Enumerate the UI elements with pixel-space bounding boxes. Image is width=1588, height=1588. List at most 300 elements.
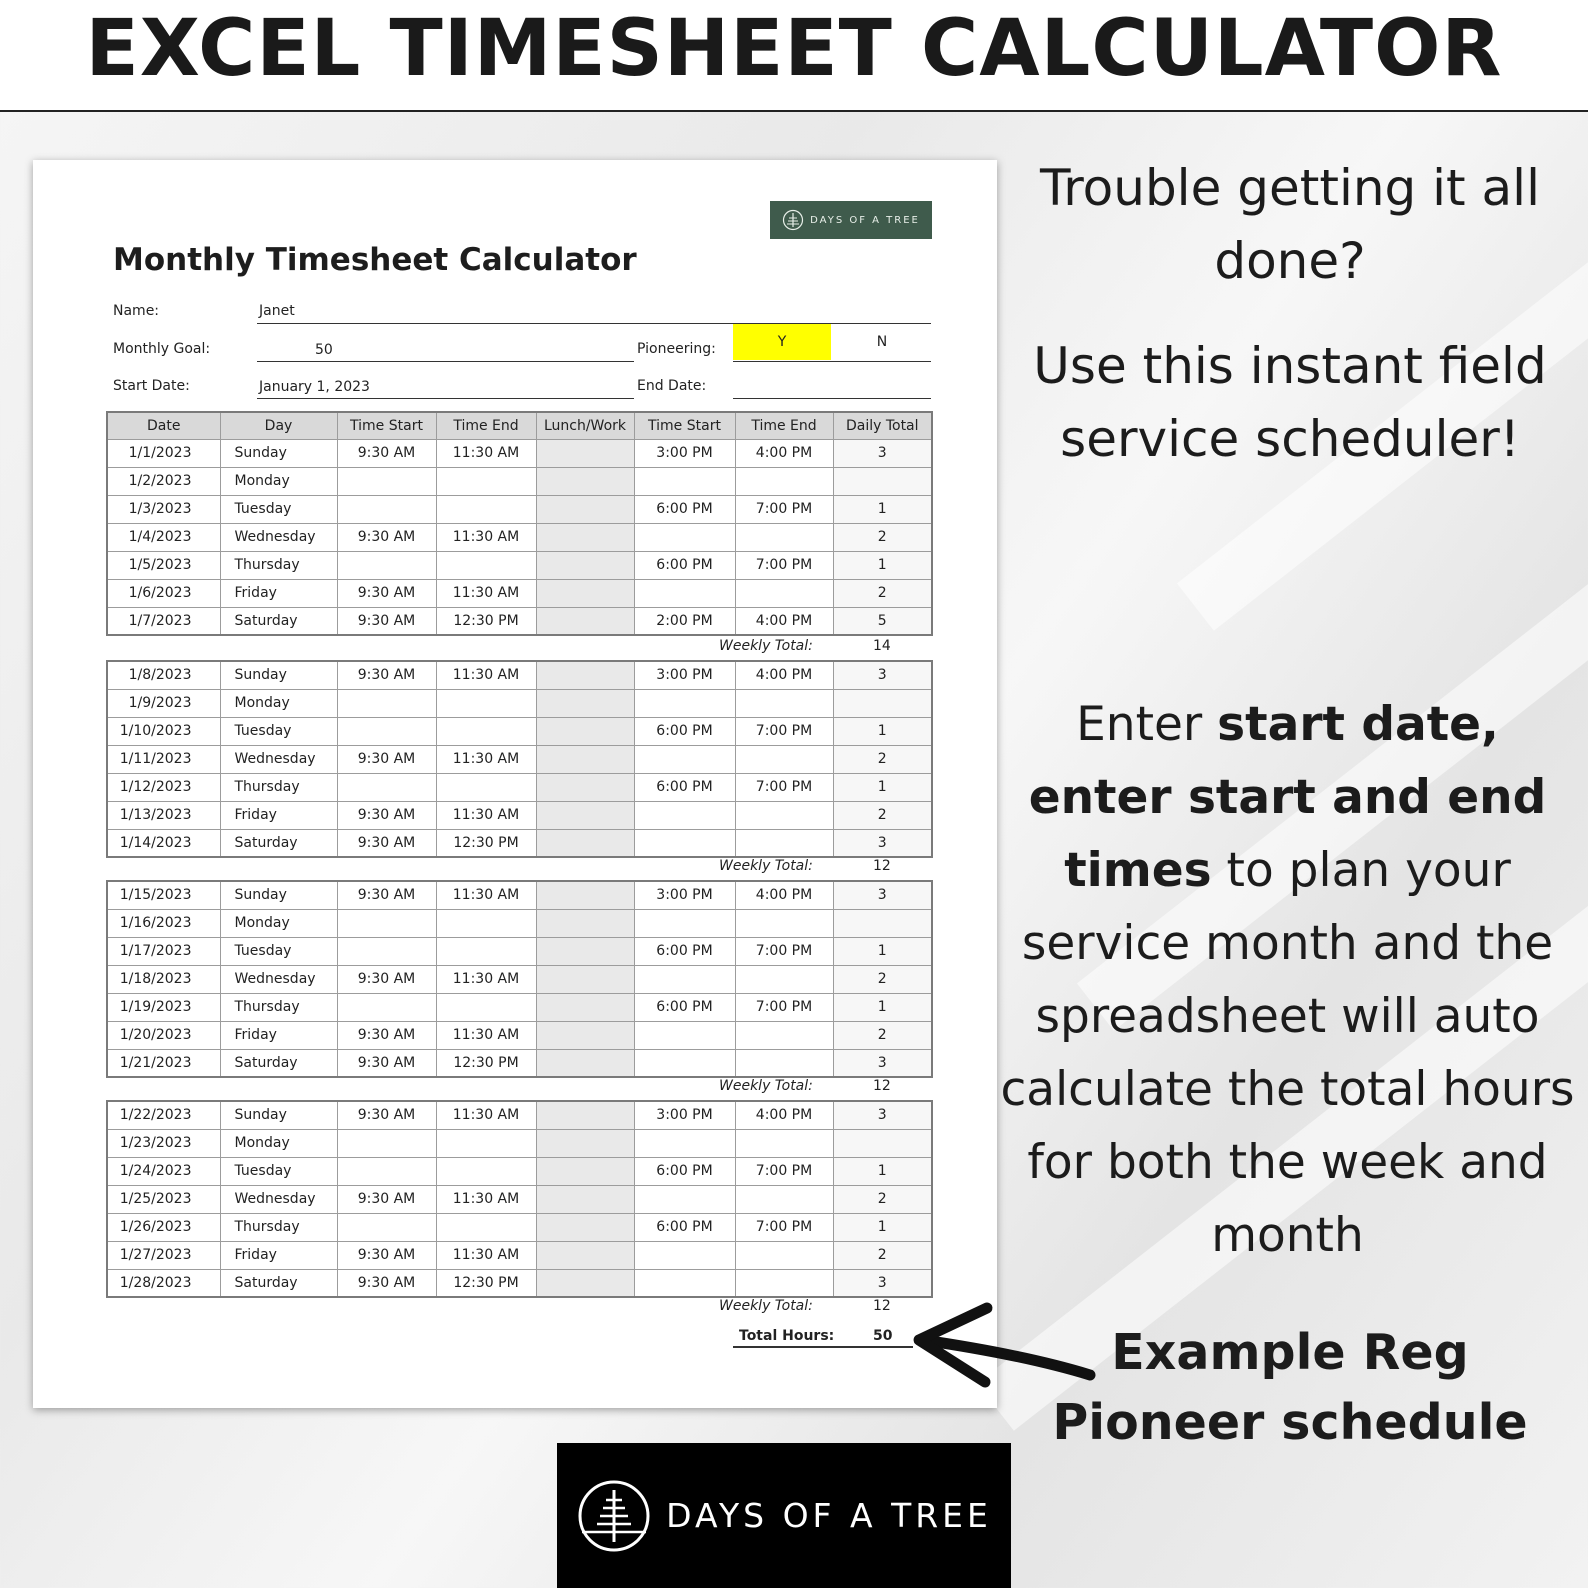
- time-start-cell[interactable]: [337, 551, 436, 579]
- time-end-cell[interactable]: [436, 773, 536, 801]
- time-start-cell[interactable]: [337, 467, 436, 495]
- time-start-2-cell[interactable]: 6:00 PM: [634, 495, 735, 523]
- weekly-total-value: 14: [873, 638, 891, 654]
- logo-badge: [770, 201, 932, 239]
- day-cell: Thursday: [220, 1213, 337, 1241]
- table-row: [107, 993, 932, 1021]
- time-end-2-cell[interactable]: [735, 745, 833, 773]
- time-start-cell[interactable]: [337, 1157, 436, 1185]
- time-start-2-cell[interactable]: [634, 1049, 735, 1077]
- time-end-2-cell[interactable]: [735, 523, 833, 551]
- time-start-2-cell[interactable]: 2:00 PM: [634, 607, 735, 635]
- date-cell: 1/5/2023: [107, 551, 220, 579]
- brand-bar: [557, 1443, 1011, 1588]
- weekly-total-label: Weekly Total:: [719, 1078, 813, 1094]
- time-end-cell[interactable]: [436, 993, 536, 1021]
- lunch-work-cell[interactable]: [536, 1101, 634, 1129]
- time-end-2-cell[interactable]: 4:00 PM: [735, 881, 833, 909]
- lunch-work-cell[interactable]: [536, 881, 634, 909]
- start-date-underline: [257, 398, 634, 399]
- date-cell: 1/28/2023: [107, 1269, 220, 1297]
- page-title: EXCEL TIMESHEET CALCULATOR: [85, 4, 1503, 94]
- time-start-2-cell[interactable]: [634, 1269, 735, 1297]
- day-cell: Sunday: [220, 661, 337, 689]
- table-row: [107, 607, 932, 635]
- day-cell: Wednesday: [220, 745, 337, 773]
- lunch-work-cell[interactable]: [536, 745, 634, 773]
- table-row: [107, 1049, 932, 1077]
- time-start-cell[interactable]: [337, 689, 436, 717]
- time-start-cell[interactable]: [337, 1213, 436, 1241]
- lunch-work-cell[interactable]: [536, 661, 634, 689]
- daily-total-cell: [833, 689, 932, 717]
- week-table: [106, 1100, 933, 1298]
- lunch-work-cell[interactable]: [536, 1021, 634, 1049]
- day-cell: Sunday: [220, 1101, 337, 1129]
- time-start-2-cell[interactable]: 6:00 PM: [634, 551, 735, 579]
- day-cell: Wednesday: [220, 523, 337, 551]
- time-start-2-cell[interactable]: 6:00 PM: [634, 1157, 735, 1185]
- header-band: [0, 0, 1588, 112]
- header-cell: Day: [220, 412, 337, 439]
- time-start-cell[interactable]: [337, 495, 436, 523]
- date-cell: 1/21/2023: [107, 1049, 220, 1077]
- time-end-cell[interactable]: 12:30 PM: [436, 1269, 536, 1297]
- day-cell: Monday: [220, 467, 337, 495]
- lunch-work-cell[interactable]: [536, 1269, 634, 1297]
- daily-total-cell: 3: [833, 1269, 932, 1297]
- time-start-2-cell[interactable]: 6:00 PM: [634, 993, 735, 1021]
- time-end-cell[interactable]: [436, 1157, 536, 1185]
- time-end-cell[interactable]: 11:30 AM: [436, 1241, 536, 1269]
- time-start-cell[interactable]: 9:30 AM: [337, 439, 436, 467]
- header-row: [107, 412, 932, 439]
- time-end-cell[interactable]: 11:30 AM: [436, 661, 536, 689]
- lunch-work-cell[interactable]: [536, 1213, 634, 1241]
- daily-total-cell: 2: [833, 965, 932, 993]
- day-cell: Monday: [220, 1129, 337, 1157]
- daily-total-cell: 2: [833, 801, 932, 829]
- start-date-value[interactable]: January 1, 2023: [259, 379, 370, 395]
- time-end-cell[interactable]: 11:30 AM: [436, 965, 536, 993]
- daily-total-cell: 2: [833, 523, 932, 551]
- time-start-cell[interactable]: 9:30 AM: [337, 1269, 436, 1297]
- time-start-cell[interactable]: 9:30 AM: [337, 801, 436, 829]
- time-end-cell[interactable]: 12:30 PM: [436, 829, 536, 857]
- time-start-cell[interactable]: 9:30 AM: [337, 523, 436, 551]
- time-end-cell[interactable]: [436, 717, 536, 745]
- week-table: [106, 880, 933, 1078]
- date-cell: 1/23/2023: [107, 1129, 220, 1157]
- weekly-total-value: 12: [873, 858, 891, 874]
- table-row: [107, 439, 932, 467]
- table-row: [107, 579, 932, 607]
- time-start-2-cell[interactable]: 6:00 PM: [634, 937, 735, 965]
- date-cell: 1/1/2023: [107, 439, 220, 467]
- time-start-2-cell[interactable]: [634, 1021, 735, 1049]
- header-cell: Time Start: [337, 412, 436, 439]
- time-end-cell[interactable]: [436, 689, 536, 717]
- date-cell: 1/27/2023: [107, 1241, 220, 1269]
- time-end-cell[interactable]: 11:30 AM: [436, 523, 536, 551]
- date-cell: 1/25/2023: [107, 1185, 220, 1213]
- daily-total-cell: 3: [833, 439, 932, 467]
- weekly-total-label: Weekly Total:: [719, 638, 813, 654]
- time-start-cell[interactable]: 9:30 AM: [337, 829, 436, 857]
- date-cell: 1/9/2023: [107, 689, 220, 717]
- sheet-title: Monthly Timesheet Calculator: [113, 242, 637, 278]
- daily-total-cell: 3: [833, 1101, 932, 1129]
- date-cell: 1/2/2023: [107, 467, 220, 495]
- lunch-work-cell[interactable]: [536, 607, 634, 635]
- lunch-work-cell[interactable]: [536, 965, 634, 993]
- time-start-2-cell[interactable]: 3:00 PM: [634, 439, 735, 467]
- header-cell: Time Start: [634, 412, 735, 439]
- lunch-work-cell[interactable]: [536, 1157, 634, 1185]
- lunch-work-cell[interactable]: [536, 467, 634, 495]
- total-hours-row: [733, 1328, 913, 1348]
- table-row: [107, 661, 932, 689]
- time-start-cell[interactable]: 9:30 AM: [337, 661, 436, 689]
- time-start-2-cell[interactable]: [634, 1185, 735, 1213]
- time-end-2-cell[interactable]: 4:00 PM: [735, 439, 833, 467]
- time-start-2-cell[interactable]: 3:00 PM: [634, 1101, 735, 1129]
- time-start-cell[interactable]: [337, 717, 436, 745]
- header-cell: Lunch/Work: [536, 412, 634, 439]
- table-row: [107, 1101, 932, 1129]
- header-cell: Daily Total: [833, 412, 932, 439]
- time-end-cell[interactable]: [436, 551, 536, 579]
- day-cell: Friday: [220, 579, 337, 607]
- daily-total-cell: 1: [833, 993, 932, 1021]
- table-row: [107, 937, 932, 965]
- time-start-cell[interactable]: [337, 993, 436, 1021]
- day-cell: Thursday: [220, 773, 337, 801]
- time-end-2-cell[interactable]: 7:00 PM: [735, 551, 833, 579]
- headline-trouble: Trouble getting it all done?: [1040, 159, 1540, 290]
- time-end-cell[interactable]: [436, 1213, 536, 1241]
- day-cell: Thursday: [220, 551, 337, 579]
- time-end-2-cell[interactable]: [735, 689, 833, 717]
- time-end-2-cell[interactable]: 7:00 PM: [735, 1157, 833, 1185]
- time-start-2-cell[interactable]: 6:00 PM: [634, 773, 735, 801]
- time-end-cell[interactable]: [436, 1129, 536, 1157]
- time-end-cell[interactable]: 11:30 AM: [436, 439, 536, 467]
- lunch-work-cell[interactable]: [536, 1129, 634, 1157]
- time-start-2-cell[interactable]: 3:00 PM: [634, 881, 735, 909]
- day-cell: Friday: [220, 801, 337, 829]
- tree-logo-icon: [782, 209, 804, 231]
- day-cell: Monday: [220, 689, 337, 717]
- table-row: [107, 467, 932, 495]
- example-caption: Example Reg Pioneer schedule: [1052, 1324, 1528, 1451]
- lunch-work-cell[interactable]: [536, 1049, 634, 1077]
- weekly-total-label: Weekly Total:: [719, 1298, 813, 1314]
- date-cell: 1/13/2023: [107, 801, 220, 829]
- time-end-cell[interactable]: [436, 495, 536, 523]
- time-start-2-cell[interactable]: [634, 689, 735, 717]
- total-hours-value: 50: [873, 1328, 893, 1344]
- time-start-2-cell[interactable]: [634, 965, 735, 993]
- table-row: [107, 801, 932, 829]
- time-end-2-cell[interactable]: 7:00 PM: [735, 1213, 833, 1241]
- description-bold: start date, enter start and end times: [1028, 697, 1547, 898]
- table-row: [107, 689, 932, 717]
- time-end-cell[interactable]: 12:30 PM: [436, 1049, 536, 1077]
- date-cell: 1/6/2023: [107, 579, 220, 607]
- time-start-2-cell[interactable]: [634, 801, 735, 829]
- daily-total-cell: 1: [833, 773, 932, 801]
- table-row: [107, 965, 932, 993]
- pioneering-yes-cell[interactable]: Y: [733, 324, 831, 360]
- daily-total-cell: 1: [833, 1213, 932, 1241]
- time-start-cell[interactable]: 9:30 AM: [337, 579, 436, 607]
- time-end-cell[interactable]: 11:30 AM: [436, 745, 536, 773]
- daily-total-cell: 1: [833, 551, 932, 579]
- daily-total-cell: [833, 467, 932, 495]
- day-cell: Tuesday: [220, 937, 337, 965]
- time-end-2-cell[interactable]: 7:00 PM: [735, 495, 833, 523]
- total-hours-label: Total Hours:: [739, 1328, 835, 1344]
- time-start-2-cell[interactable]: 6:00 PM: [634, 1213, 735, 1241]
- daily-total-cell: 1: [833, 717, 932, 745]
- day-cell: Tuesday: [220, 495, 337, 523]
- day-cell: Friday: [220, 1021, 337, 1049]
- lunch-work-cell[interactable]: [536, 1241, 634, 1269]
- date-cell: 1/15/2023: [107, 881, 220, 909]
- time-start-2-cell[interactable]: [634, 523, 735, 551]
- time-end-2-cell[interactable]: 7:00 PM: [735, 773, 833, 801]
- table-row: [107, 1241, 932, 1269]
- time-end-2-cell[interactable]: 4:00 PM: [735, 1101, 833, 1129]
- table-row: [107, 551, 932, 579]
- date-cell: 1/7/2023: [107, 607, 220, 635]
- time-end-2-cell[interactable]: [735, 579, 833, 607]
- date-cell: 1/3/2023: [107, 495, 220, 523]
- time-end-cell[interactable]: 11:30 AM: [436, 1021, 536, 1049]
- time-end-cell[interactable]: 12:30 PM: [436, 607, 536, 635]
- lunch-work-cell[interactable]: [536, 717, 634, 745]
- time-start-2-cell[interactable]: [634, 829, 735, 857]
- weekly-total-value: 12: [873, 1298, 891, 1314]
- time-end-2-cell[interactable]: [735, 1269, 833, 1297]
- table-row: [107, 1185, 932, 1213]
- lunch-work-cell[interactable]: [536, 993, 634, 1021]
- pioneering-no-cell[interactable]: N: [876, 334, 888, 350]
- date-cell: 1/22/2023: [107, 1101, 220, 1129]
- time-end-2-cell[interactable]: [735, 1185, 833, 1213]
- timesheet-document: [33, 160, 997, 1408]
- time-end-cell[interactable]: [436, 937, 536, 965]
- time-end-2-cell[interactable]: [735, 1241, 833, 1269]
- header-cell: Date: [107, 412, 220, 439]
- end-date-underline: [733, 398, 931, 399]
- pioneering-label: Pioneering:: [637, 341, 716, 357]
- lunch-work-cell[interactable]: [536, 801, 634, 829]
- table-row: [107, 881, 932, 909]
- time-end-2-cell[interactable]: [735, 467, 833, 495]
- time-start-cell[interactable]: 9:30 AM: [337, 1049, 436, 1077]
- header-cell: Time End: [436, 412, 536, 439]
- week-table: [106, 411, 933, 636]
- time-end-cell[interactable]: 11:30 AM: [436, 1101, 536, 1129]
- day-cell: Friday: [220, 1241, 337, 1269]
- time-start-2-cell[interactable]: 6:00 PM: [634, 717, 735, 745]
- daily-total-cell: 3: [833, 881, 932, 909]
- lunch-work-cell[interactable]: [536, 937, 634, 965]
- lunch-work-cell[interactable]: [536, 551, 634, 579]
- day-cell: Saturday: [220, 829, 337, 857]
- time-end-2-cell[interactable]: [735, 909, 833, 937]
- time-end-2-cell[interactable]: [735, 965, 833, 993]
- lunch-work-cell[interactable]: [536, 495, 634, 523]
- lunch-work-cell[interactable]: [536, 773, 634, 801]
- date-cell: 1/11/2023: [107, 745, 220, 773]
- daily-total-cell: 2: [833, 745, 932, 773]
- date-cell: 1/16/2023: [107, 909, 220, 937]
- date-cell: 1/18/2023: [107, 965, 220, 993]
- time-start-2-cell[interactable]: [634, 1241, 735, 1269]
- day-cell: Saturday: [220, 1269, 337, 1297]
- daily-total-cell: 2: [833, 1185, 932, 1213]
- daily-total-cell: 3: [833, 829, 932, 857]
- header-cell: Time End: [735, 412, 833, 439]
- time-start-cell[interactable]: 9:30 AM: [337, 745, 436, 773]
- time-end-2-cell[interactable]: 4:00 PM: [735, 661, 833, 689]
- time-end-2-cell[interactable]: 7:00 PM: [735, 937, 833, 965]
- time-end-2-cell[interactable]: [735, 1049, 833, 1077]
- time-start-cell[interactable]: [337, 773, 436, 801]
- lunch-work-cell[interactable]: [536, 689, 634, 717]
- day-cell: Thursday: [220, 993, 337, 1021]
- day-cell: Sunday: [220, 439, 337, 467]
- week-table: [106, 660, 933, 858]
- daily-total-cell: 1: [833, 1157, 932, 1185]
- time-start-2-cell[interactable]: 3:00 PM: [634, 661, 735, 689]
- headline-use-this: Use this instant field service scheduler!: [1033, 337, 1547, 468]
- time-start-cell[interactable]: [337, 909, 436, 937]
- table-row: [107, 773, 932, 801]
- start-date-label: Start Date:: [113, 378, 190, 394]
- logo-text: DAYS OF A TREE: [810, 214, 920, 226]
- table-row: [107, 829, 932, 857]
- time-end-2-cell[interactable]: 4:00 PM: [735, 607, 833, 635]
- goal-underline: [257, 361, 634, 362]
- time-end-2-cell[interactable]: [735, 801, 833, 829]
- day-cell: Wednesday: [220, 965, 337, 993]
- date-cell: 1/20/2023: [107, 1021, 220, 1049]
- time-end-cell[interactable]: 11:30 AM: [436, 881, 536, 909]
- tree-logo-icon: [576, 1478, 652, 1554]
- name-label: Name:: [113, 303, 160, 319]
- name-value[interactable]: Janet: [259, 303, 295, 319]
- time-start-cell[interactable]: 9:30 AM: [337, 965, 436, 993]
- time-start-cell[interactable]: 9:30 AM: [337, 1241, 436, 1269]
- lunch-work-cell[interactable]: [536, 579, 634, 607]
- time-start-2-cell[interactable]: [634, 909, 735, 937]
- date-cell: 1/17/2023: [107, 937, 220, 965]
- end-date-label: End Date:: [637, 378, 707, 394]
- description-pre: Enter: [1076, 697, 1218, 752]
- time-end-2-cell[interactable]: [735, 1129, 833, 1157]
- time-end-cell[interactable]: 11:30 AM: [436, 1185, 536, 1213]
- time-start-2-cell[interactable]: [634, 467, 735, 495]
- weekly-total-value: 12: [873, 1078, 891, 1094]
- time-end-2-cell[interactable]: [735, 829, 833, 857]
- weekly-total-label: Weekly Total:: [719, 858, 813, 874]
- daily-total-cell: 2: [833, 1241, 932, 1269]
- time-start-cell[interactable]: 9:30 AM: [337, 1101, 436, 1129]
- table-row: [107, 1129, 932, 1157]
- daily-total-cell: 1: [833, 937, 932, 965]
- daily-total-cell: 3: [833, 661, 932, 689]
- time-start-cell[interactable]: [337, 1129, 436, 1157]
- time-end-cell[interactable]: 11:30 AM: [436, 579, 536, 607]
- time-end-2-cell[interactable]: 7:00 PM: [735, 993, 833, 1021]
- lunch-work-cell[interactable]: [536, 523, 634, 551]
- lunch-work-cell[interactable]: [536, 1185, 634, 1213]
- time-start-cell[interactable]: 9:30 AM: [337, 1021, 436, 1049]
- table-row: [107, 495, 932, 523]
- time-start-2-cell[interactable]: [634, 745, 735, 773]
- description-text: [1000, 688, 1575, 1272]
- daily-total-cell: [833, 909, 932, 937]
- day-cell: Saturday: [220, 1049, 337, 1077]
- date-cell: 1/14/2023: [107, 829, 220, 857]
- time-end-cell[interactable]: [436, 467, 536, 495]
- time-end-cell[interactable]: [436, 909, 536, 937]
- description-post: to plan your service month and the spreadsheet will auto calculate the total hours for both the week and month: [1000, 843, 1575, 1263]
- date-cell: 1/8/2023: [107, 661, 220, 689]
- day-cell: Saturday: [220, 607, 337, 635]
- time-start-2-cell[interactable]: [634, 579, 735, 607]
- time-end-2-cell[interactable]: [735, 1021, 833, 1049]
- date-cell: 1/24/2023: [107, 1157, 220, 1185]
- time-start-cell[interactable]: [337, 937, 436, 965]
- time-start-cell[interactable]: 9:30 AM: [337, 607, 436, 635]
- table-row: [107, 745, 932, 773]
- date-cell: 1/4/2023: [107, 523, 220, 551]
- time-start-cell[interactable]: 9:30 AM: [337, 1185, 436, 1213]
- date-cell: 1/26/2023: [107, 1213, 220, 1241]
- time-start-cell[interactable]: 9:30 AM: [337, 881, 436, 909]
- daily-total-cell: 2: [833, 1021, 932, 1049]
- daily-total-cell: 5: [833, 607, 932, 635]
- day-cell: Wednesday: [220, 1185, 337, 1213]
- brand-name: DAYS OF A TREE: [666, 1496, 992, 1535]
- daily-total-cell: 1: [833, 495, 932, 523]
- lunch-work-cell[interactable]: [536, 909, 634, 937]
- daily-total-cell: 3: [833, 1049, 932, 1077]
- daily-total-cell: [833, 1129, 932, 1157]
- lunch-work-cell[interactable]: [536, 829, 634, 857]
- time-end-cell[interactable]: 11:30 AM: [436, 801, 536, 829]
- table-row: [107, 1213, 932, 1241]
- pioneering-underline: [733, 361, 931, 362]
- goal-value[interactable]: 50: [315, 342, 333, 358]
- daily-total-cell: 2: [833, 579, 932, 607]
- table-row: [107, 1021, 932, 1049]
- table-row: [107, 909, 932, 937]
- day-cell: Monday: [220, 909, 337, 937]
- time-start-2-cell[interactable]: [634, 1129, 735, 1157]
- lunch-work-cell[interactable]: [536, 439, 634, 467]
- date-cell: 1/12/2023: [107, 773, 220, 801]
- table-row: [107, 1157, 932, 1185]
- date-cell: 1/19/2023: [107, 993, 220, 1021]
- time-end-2-cell[interactable]: 7:00 PM: [735, 717, 833, 745]
- day-cell: Tuesday: [220, 717, 337, 745]
